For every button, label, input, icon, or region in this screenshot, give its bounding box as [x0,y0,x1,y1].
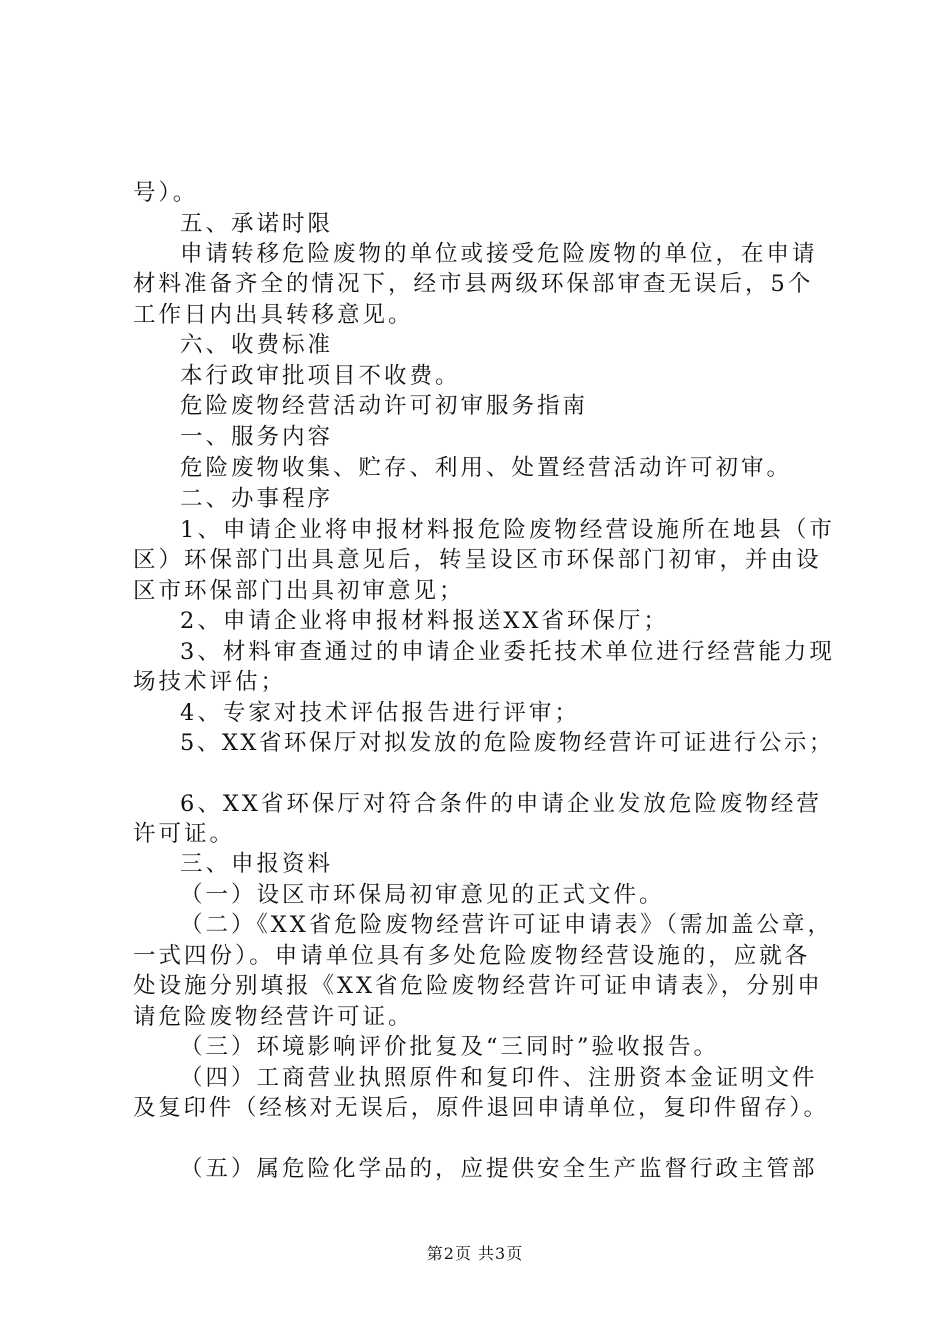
text-line: （三）环境影响评价批复及“三同时”验收报告。 [180,1034,720,1060]
text-line: 3、材料审查通过的申请企业委托技术单位进行经营能力现 [180,639,835,665]
text-line: 区市环保部门出具初审意见； [133,578,465,604]
section-heading: 二、办事程序 [180,486,334,512]
text-line: 5、XX省环保厅对拟发放的危险废物经营许可证进行公示； [180,730,834,756]
text-line: 6、XX省环保厅对符合条件的申请企业发放危险废物经营 [180,791,822,817]
text-line: 请危险废物经营许可证。 [133,1004,414,1030]
text-line: 许可证。 [133,821,236,847]
text-line: 1、申请企业将申报材料报危险废物经营设施所在地县（市 [180,517,835,543]
text-line: 处设施分别填报《XX省危险废物经营许可证申请表》，分别申 [133,973,823,999]
text-line: （四）工商营业执照原件和复印件、注册资本金证明文件 [180,1065,818,1091]
section-heading: 五、承诺时限 [180,211,334,237]
document-subtitle: 危险废物经营活动许可初审服务指南 [180,393,589,419]
text-line: 号）。 [133,180,199,206]
text-line: 本行政审批项目不收费。 [180,363,461,389]
section-heading: 三、申报资料 [180,851,334,877]
text-line: （一）设区市环保局初审意见的正式文件。 [180,882,665,908]
text-line: 场技术评估； [133,669,287,695]
text-line: 材料准备齐全的情况下，经市县两级环保部审查无误后，5个 [133,271,814,297]
text-line: 一式四份）。申请单位具有多处危险废物经营设施的，应就各 [133,943,811,969]
text-line: （二）《XX省危险废物经营许可证申请表》（需加盖公章， [180,912,834,938]
text-line: 4、专家对技术评估报告进行评审； [180,700,580,726]
text-line: 工作日内出具转移意见。 [133,302,414,328]
page-number: 第2页 共3页 [426,1244,524,1263]
text-line: 2、申请企业将申报材料报送XX省环保厅； [180,608,669,634]
text-line: （五）属危险化学品的，应提供安全生产监督行政主管部 [180,1156,818,1182]
section-heading: 一、服务内容 [180,424,334,450]
text-line: 危险废物收集、贮存、利用、处置经营活动许可初审。 [180,455,793,481]
text-line: 区）环保部门出具意见后，转呈设区市环保部门初审，并由设 [133,547,822,573]
text-line: 申请转移危险废物的单位或接受危险废物的单位，在申请 [180,241,818,267]
section-heading: 六、收费标准 [180,332,334,358]
text-line: 及复印件（经核对无误后，原件退回申请单位，复印件留存）。 [133,1095,829,1121]
